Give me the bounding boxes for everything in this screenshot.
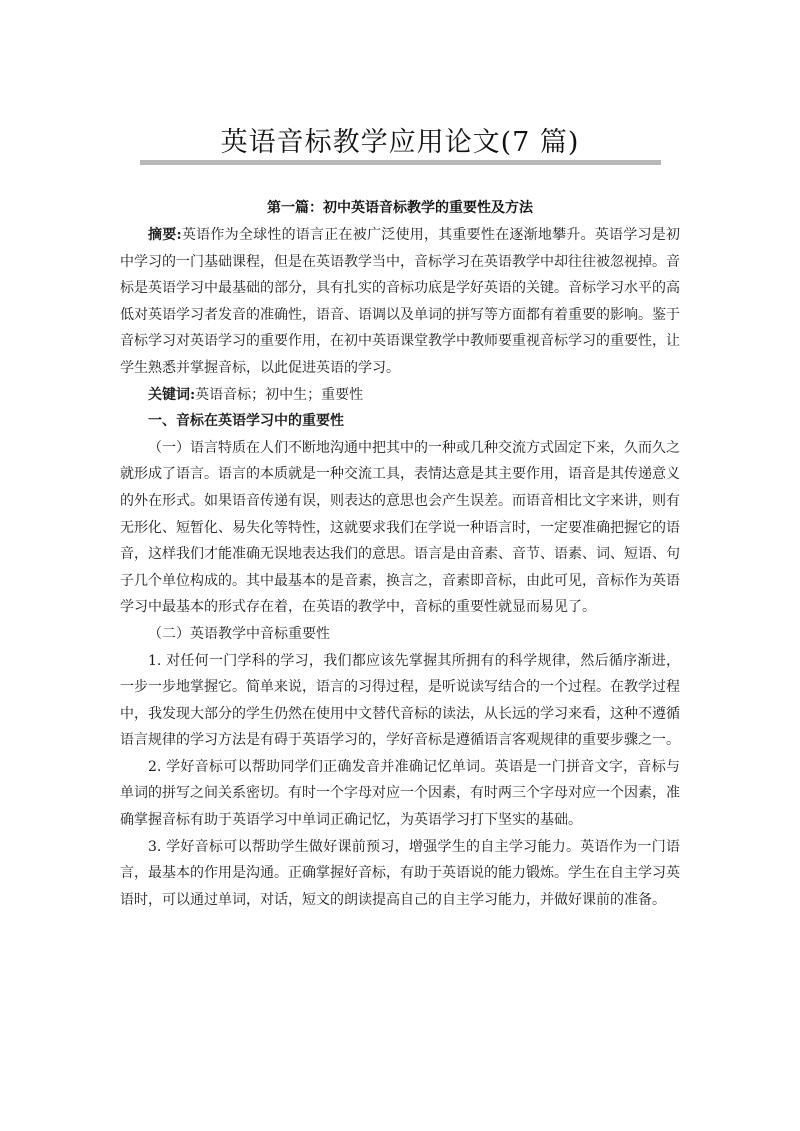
keywords-text: 英语音标；初中生；重要性 (195, 386, 364, 403)
sub-heading-2: （二）英语教学中音标重要性 (148, 625, 330, 642)
abstract-text: 英语作为全球性的语言正在被广泛使用，其重要性在逐渐地攀升。英语学习是初中学习的一门基础课程，但是在英语教学当中，音标学习在英语教学中却往往被忽视掉。音标是英语学习中最基础的部分，具有扎实的音标功底是学好英语的关键。音标学习水平的高低对英语学习者发音的准确性，语音、语调以及单词的拼写等方面都有着重要的影响。鉴于音标学习对英语学习的重要作用，在初中英语课堂教学中教师要重视音标学习的重要性，让学生熟悉并掌握音标，以此促进英语的学习。 (120, 227, 681, 376)
point-3: 3. 学好音标可以帮助学生做好课前预习，增强学生的自主学习能力。英语作为一门语言，最基本的作用是沟通。正确掌握好音标，有助于英语说的能力锻炼。学生在自主学习英语时，可以通过单词，对话，短文的朗读提高自己的自主学习能力，并做好课前的准备。 (120, 838, 680, 908)
abstract-paragraph (120, 222, 680, 382)
document-body (120, 222, 680, 913)
heading-1: 一、音标在英语学习中的重要性 (148, 413, 344, 430)
keywords-paragraph (120, 382, 680, 409)
point-1: 1. 对任何一门学科的学习，我们都应该先掌握其所拥有的科学规律，然后循序渐进，一步一步地掌握它。简单来说，语言的习得过程，是听说读写结合的一个过程。在教学过程中，我发现大部分的学生仍然在使用中文替代音标的读法，从长远的学习来看，这种不遵循语言规律的学习方法是有碍于英语学习的，学好音标是遵循语言客观规律的重要步骤之一。 (120, 652, 680, 749)
abstract-label: 摘要: (148, 227, 182, 243)
point-2: 2. 学好音标可以帮助同学们正确发音并准确记忆单词。英语是一门拼音文字，音标与单词的拼写之间关系密切。有时一个字母对应一个因素，有时两三个字母对应一个因素，准确掌握音标有助于英语学习中单词正确记忆，为英语学习打下坚实的基础。 (120, 758, 680, 829)
document-title: 英语音标教学应用论文(7 篇) (220, 127, 580, 158)
section-title: 第一篇：初中英语音标教学的重要性及方法 (267, 200, 533, 216)
keywords-label: 关键词: (148, 386, 196, 403)
title-underline-rule (140, 160, 661, 165)
paragraph-1: （一）语言特质在人们不断地沟通中把其中的一种或几种交流方式固定下来，久而久之就形成了语言。语言的本质就是一种交流工具，表情达意是其主要作用，语音是其传递意义的外在形式。如果语音传递有误，则表达的意思也会产生误差。而语音相比文字来讲，则有无形化、短暂化、易失化等特性，这就要求我们在学说一种语言时，一定要准确把握它的语音，这样我们才能准确无误地表达我们的意思。语言是由音素、音节、语素、词、短语、句子几个单位构成的。其中最基本的是音素，换言之，音素即音标，由此可见，音标作为英语学习中最基本的形式存在着，在英语的教学中，音标的重要性就显而易见了。 (120, 439, 680, 616)
